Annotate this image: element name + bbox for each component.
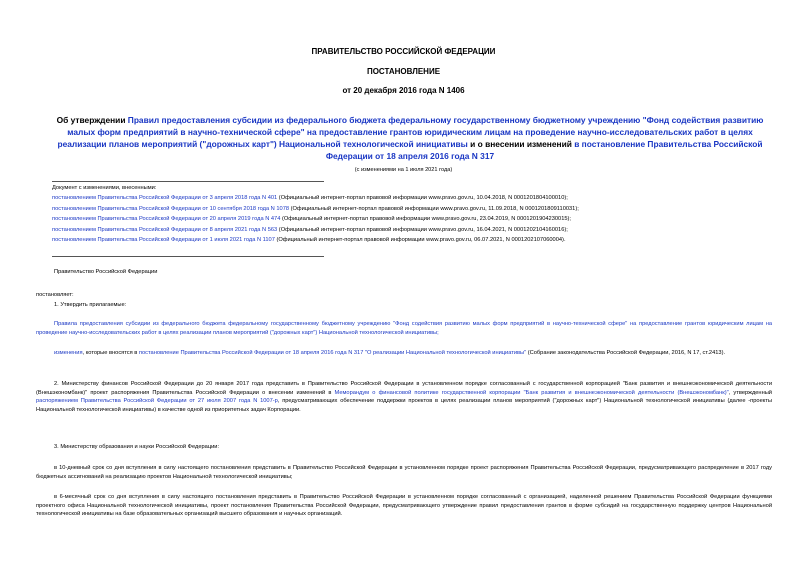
document-title <box>52 114 768 162</box>
revision-note: (с изменениями на 1 июля 2021 года) <box>354 167 453 173</box>
item-3a: в 10-дневный срок со дня вступления в силу настоящего постановления представить в Правительство Российской Федерации в установленном порядке проект распоряжения Правительства Российской Федерации, предусматривающего распределение в 2017 году бюджетных ассигнований на реализацию проектов Национальной технологической инициативы; <box>36 465 772 480</box>
changes-item <box>52 214 579 224</box>
amendments-link[interactable]: изменения <box>54 350 83 356</box>
change-source: (Официальный интернет-портал правовой информации www.pravo.gov.ru, 06.07.2021, N 0001202107060004). <box>274 236 566 243</box>
title-middle: и о внесении изменений <box>467 139 575 149</box>
document-date-number: от 20 декабря 2016 года N 1406 <box>342 86 465 95</box>
title-rules-link[interactable]: Правил предоставления субсидии из федерального бюджета федеральному государственному бюджетному учреждению "Фонд содействия развитию малых форм предприятий в научно-технической сфере" на предоставление грантов юридическим лицам на проведение научно-исследовательских работ в целях реализации планов мероприятий ("дорожных карт") Национальной технологической инициативы <box>57 115 764 149</box>
divider-bottom <box>52 256 324 257</box>
rules-link[interactable]: Правила предоставления субсидии из федерального бюджета федеральному государственному бюджетному учреждению "Фонд содействия развитию малых форм предприятий в научно-технической сфере" на предоставление грантов юридическим лицам на проведение научно-исследовательских работ в целях реализации планов мероприятий ("дорожных карт") Национальной технологической инициативы; <box>36 321 772 336</box>
changes-list <box>52 183 579 245</box>
body-resolves: постановляет: <box>36 292 74 298</box>
document-type: ПОСТАНОВЛЕНИЕ <box>366 67 441 76</box>
changes-item <box>52 225 579 235</box>
title-amend-link[interactable]: в постановление Правительства Российской Федерации от 18 апреля 2016 года N 317 <box>325 139 763 161</box>
change-source: (Официальный интернет-портал правовой информации www.pravo.gov.ru, 10.04.2018, N 0001201804100010); <box>277 195 568 202</box>
resolution-317-link[interactable]: постановление Правительства Российской Федерации от 18 апреля 2016 года N 317 "О реализации Национальной технологической инициативы" <box>138 350 527 356</box>
item-1b-source: (Собрание законодательства Российской Федерации, 2016, N 17, ст.2413). <box>526 350 726 356</box>
changes-item <box>52 235 579 245</box>
changes-intro: Документ с изменениями, внесенными: <box>52 185 157 191</box>
change-source: (Официальный интернет-портал правовой информации www.pravo.gov.ru, 23.04.2019, N 0001201904230015); <box>280 216 572 223</box>
change-source: (Официальный интернет-портал правовой информации www.pravo.gov.ru, 11.09.2018, N 0001201809110031); <box>289 205 579 212</box>
item-3: 3. Министерству образования и науки Российской Федерации: <box>54 444 220 450</box>
change-source: (Официальный интернет-портал правовой информации www.pravo.gov.ru, 16.04.2021, N 0001202104160016); <box>277 226 568 233</box>
government-heading: ПРАВИТЕЛЬСТВО РОССИЙСКОЙ ФЕДЕРАЦИИ <box>311 47 496 56</box>
item-2 <box>36 380 772 414</box>
memorandum-link[interactable]: Меморандум о финансовой политике государственной корпорации "Банк развития и внешнеэкономической деятельности (Внешэкономбанк)" <box>334 389 729 396</box>
body-government: Правительство Российской Федерации <box>54 269 158 275</box>
item-1b <box>36 349 772 358</box>
item-1b-text: , которые вносятся в <box>82 350 139 356</box>
changes-item <box>52 204 579 214</box>
changes-item <box>52 193 579 203</box>
change-link[interactable]: постановлением Правительства Российской Федерации от 3 апреля 2018 года N 401 <box>52 195 278 202</box>
item-1a <box>36 320 772 337</box>
item-1: 1. Утвердить прилагаемые: <box>54 302 127 308</box>
order-1007-link[interactable]: распоряжением Правительства Российской Федерации от 27 июля 2007 года N 1007-р <box>36 398 278 405</box>
item-3b: в 6-месячный срок со дня вступления в силу настоящего постановления представить в Правительство Российской Федерации в установленном порядке согласованный с организацией, наделенной решением Правительства Российской Федерации функциями проектного офиса Национальной технологической инициативы, проект постановления Правительства Российской Федерации, предусматривающего утверждение правил предоставления грантов в форме субсидий на государственную поддержку центров Национальной технологической инициативы на базе образовательных организаций высшего образования и научных организаций. <box>36 494 772 518</box>
divider-top <box>52 181 324 182</box>
item-2-text-tail: , предусматривающих обеспечение поддержки проектов в целях реализации планов мероприятий ("дорожных карт") Национальной технологической инициативы (далее -проекты Национальной технологической инициативы) в качестве одной из приоритетных задач Корпорации. <box>36 398 772 413</box>
item-2-text-approved: , утвержденный <box>728 389 772 396</box>
change-link[interactable]: постановлением Правительства Российской Федерации от 1 июля 2021 года N 1107 <box>52 236 275 243</box>
title-prefix: Об утверждении <box>56 115 128 125</box>
change-link[interactable]: постановлением Правительства Российской Федерации от 8 апреля 2021 года N 563 <box>52 226 278 233</box>
item-2-text: 2. Министерству финансов Российской Федерации до 20 января 2017 года представить в Правительство Российской Федерации в установленном порядке согласованный с государственной корпорацией "Банк развития и внешнеэкономической деятельности (Внешэкономбанк)" проект распоряжения Правительства Российской Федерации о внесении изменений в <box>36 381 772 396</box>
change-link[interactable]: постановлением Правительства Российской Федерации от 10 сентября 2018 года N 1078 <box>52 205 290 212</box>
change-link[interactable]: постановлением Правительства Российской Федерации от 20 апреля 2019 года N 474 <box>52 216 281 223</box>
